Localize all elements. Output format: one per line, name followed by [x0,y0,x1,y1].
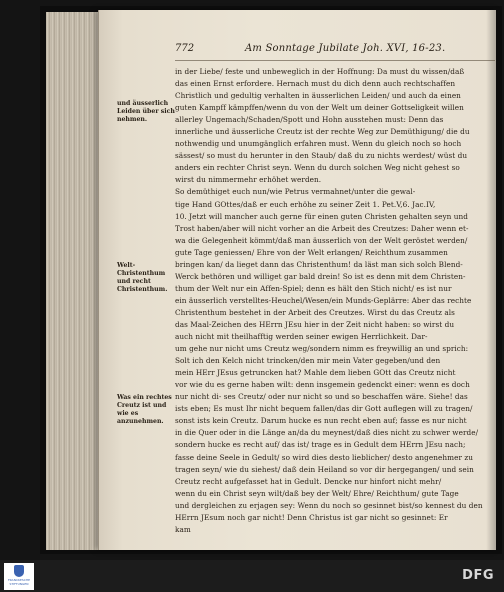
text-line: HErrn JEsum noch gar nicht! Denn Christus ist gar nicht so gesinnet: Er [175,512,448,522]
text-line: Werck bethören und williget gar bald drein! So ist es denn mit dem Christen- [175,271,466,281]
text-line: Creutz recht aufgefasset hat in Gedult. Dencke nur hinfort nicht mehr/ [175,476,442,486]
institution-logo[interactable] [4,563,34,590]
text-line: 10. Jetzt will mancher auch gerne für einen guten Christen gehalten seyn und [175,211,468,221]
text-line: tragen seyn/ wie du siehest/ daß dein Heiland so vor dir hergegangen/ und sein [175,464,474,474]
text-line: das Maal-Zeichen des HErrn JEsu hier in der Zeit nicht haben: so wirst du [175,319,455,329]
text-line: gute Tage geniessen/ Ehre von der Welt erlangen/ Reichthum zusammen [175,247,448,257]
dfg-logo[interactable]: DFG [462,568,494,583]
page-edges [46,12,106,550]
text-line: sondern hucke es recht auf/ das ist/ trage es in Gedult dem HErrn JEsu nach; [175,440,466,450]
text-line: wenn du ein Christ seyn wilt/daß bey der Welt/ Ehre/ Reichthum/ gute Tage [175,488,459,498]
margin-note: Welt-Christenthum und recht Christenthum. [117,262,168,293]
page-number: 772 [175,43,195,54]
logo-label: FRANCKESCHE STIFTUNGEN [7,578,31,586]
text-line: guten Kampff kämpffen/wenn du von der Welt um deiner Gottseligkeit willen [175,103,464,113]
text-line: sässest/ so must du herunter in den Staub/ daß du zu nichts werdest/ wüst du [175,151,468,161]
text-line: vor wie du es gerne haben wilt: denn insgemein gedenckt einer: wenn es doch [175,380,470,390]
text-line: bringen kan/ da lieget dann das Christenthum! da läst man sich solch Blend- [175,259,463,269]
header-rule [175,60,495,61]
text-line: fasse deine Seele in Gedult/ so wird dies desto lieblicher/ desto angenehmer zu [175,452,474,462]
viewer-footer [0,560,504,592]
running-title: Am Sonntage Jubilate Joh. XVI, 16-23. [245,43,446,54]
text-line: ein äusserlich verstelltes-Heuchel/Wesen/ein Munds-Geplärre: Aber das rechte [175,295,472,305]
text-line: in die Quer oder in die Länge an/da du meynest/daß dies nicht zu schwer werde/ [175,428,479,438]
text-line: Christenthum bestehet in der Arbeit des Creutzes. Wirst du das Creutz als [175,307,455,317]
text-line: das einen Ernst erfordere. Hernach must du dich denn auch rechtschaffen [175,79,456,89]
text-line: in der Liebe/ feste und unbeweglich in der Hoffnung: Da must du wissen/daß [175,67,465,76]
text-line: sonst ists kein Creutz. Darum hucke es nun recht eben auf; fasse es nur nicht [175,416,467,426]
page-header [175,43,485,59]
text-line: So demüthiget euch nun/wie Petrus vermahnet/unter die gewal- [175,187,416,197]
text-line: nothwendig und unumgänglich erfahren must. Wenn du gleich noch so hoch [175,139,462,149]
text-line: Christlich und gedultig verhalten in äusserlichen Leiden/ und auch da einen [175,91,461,101]
text-line: anders ein rechter Christ seyn. Wenn du durch solchen Weg nicht gehest so [175,163,460,173]
text-line: wa die Gelegenheit kömmt/daß man äusserlich von der Welt geröstet werden/ [175,235,468,245]
book-page [98,10,496,550]
text-line: thum der Welt nur ein Affen-Spiel; denn es hält den Stich nicht/ es ist nur [175,283,452,293]
text-line: nur nicht di- ses Creutz/ oder nur nicht so und so beschaffen wäre. Siehe! das [175,392,468,402]
text-line: und dergleichen zu erjagen sey: Wenn du noch so gesinnet bist/so kennest du den [175,500,483,510]
body-text [175,66,497,536]
text-line: kam [175,524,191,534]
text-line: Trost haben/aber will nicht vorher an die Arbeit des Creutzes: Daher wenn et- [175,223,469,233]
text-line: wirst du nimmermehr erhöhet werden. [175,175,322,185]
text-line: auch nicht mit theilhafftig werden seiner ewigen Herrlichkeit. Dar- [175,332,428,342]
text-line: allerley Ungemach/Schaden/Spott und Hohn ausstehen must: Denn das [175,115,444,125]
text-line: um gehe nur nicht ums Creutz weg/sondern nimm es freywillig an und sprich: [175,344,469,354]
text-line: tige Hand GOttes/daß er euch erhöhe zu seiner Zeit 1. Pet.V,6. Jac.IV, [175,199,436,209]
text-line: innerliche und äusserliche Creutz ist der rechte Weg zur Demüthigung/ die du [175,127,470,137]
text-line: Solt ich den Kelch nicht trincken/den mir mein Vater gegeben/und den [175,356,441,366]
margin-note: Was ein rechtes Creutz ist und wie es anzunehmen. [117,394,172,425]
text-line: ists eben; Es must Ihr nicht bequem fallen/das dir Gott auflegen will zu tragen/ [175,404,473,414]
margin-notes [117,94,173,554]
shield-icon [14,565,24,577]
margin-note: und äusserlich Leiden über sich nehmen. [117,100,175,123]
text-line: mein HErr JEsus getruncken hat? Mahle dem lieben GOtt das Creutz nicht [175,368,456,378]
